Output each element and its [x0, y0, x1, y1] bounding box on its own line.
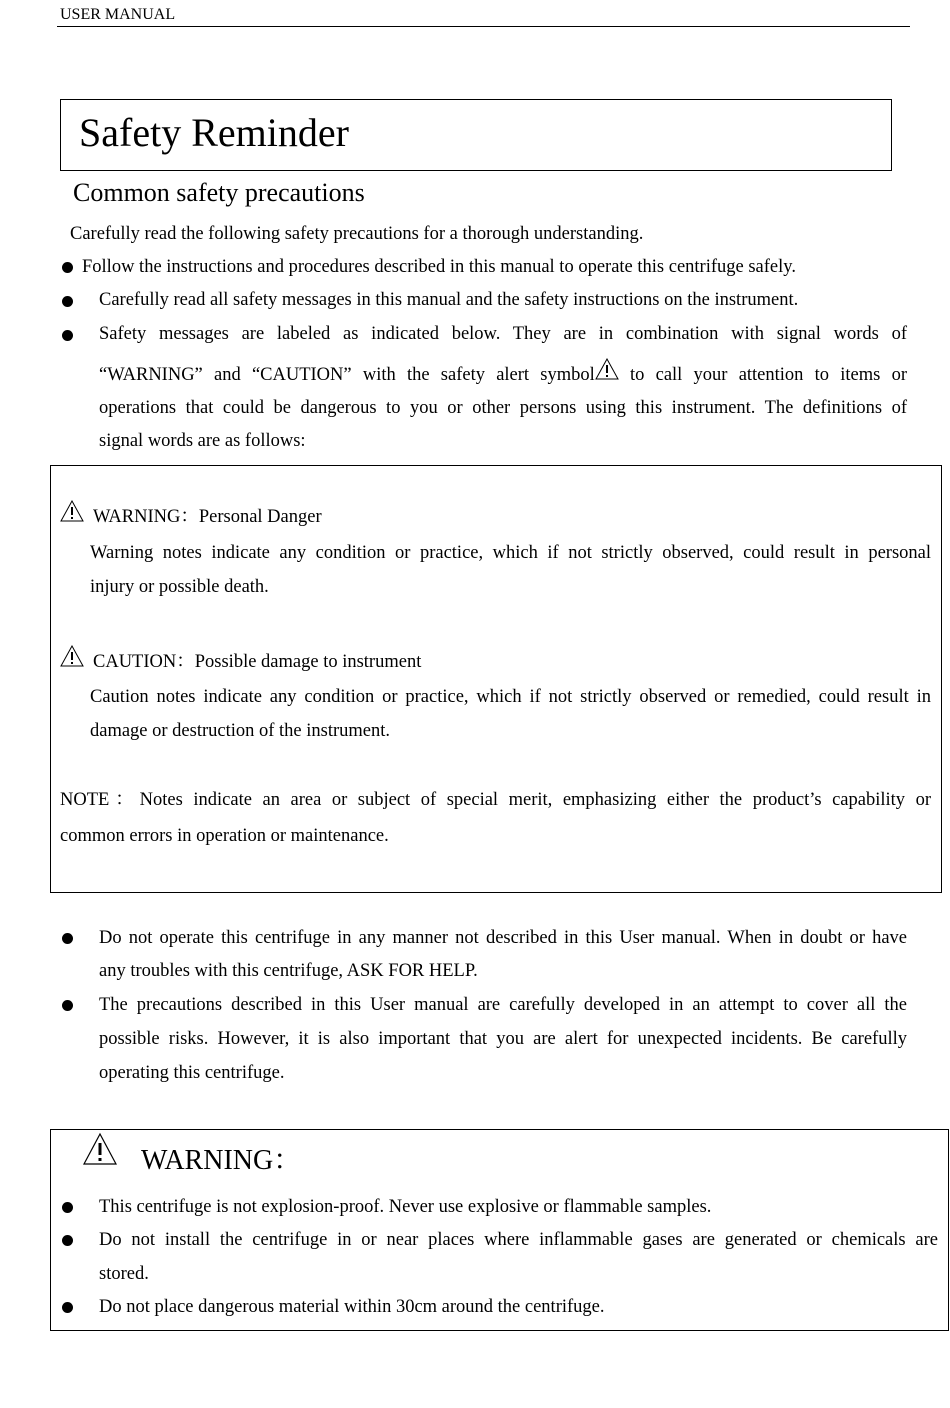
bullet-dot-icon: [62, 262, 73, 273]
bullet-text-line: operating this centrifuge.: [99, 1063, 285, 1083]
bullet-dot-icon: [62, 1202, 73, 1213]
warning-triangle-icon: [595, 358, 619, 380]
bullet-dot-icon: [62, 1000, 73, 1011]
bullet-text-line: The precautions described in this User manual are carefully developed in an attempt to cover all the: [99, 995, 907, 1015]
bullet-dot-icon: [62, 296, 73, 307]
running-header: USER MANUAL: [60, 6, 176, 23]
bullet-dot-icon: [62, 933, 73, 944]
bullet-text: Follow the instructions and procedures described in this manual to operate this centrifuge safely.: [82, 257, 796, 277]
warning-triangle-icon: [60, 500, 84, 522]
bullet-text-part: “WARNING” and “CAUTION” with the safety alert symbol: [99, 365, 595, 385]
bullet-dot-icon: [62, 330, 73, 341]
title-box: [60, 99, 892, 171]
intro-text: Carefully read the following safety precautions for a thorough understanding.: [70, 224, 644, 244]
warning-item: Do not place dangerous material within 30cm around the centrifuge.: [99, 1297, 605, 1317]
warning-box-title: WARNING：: [141, 1145, 302, 1176]
bullet-text-line: Do not operate this centrifuge in any manner not described in this User manual. When in doubt or have: [99, 928, 907, 948]
bullet-text-line: signal words are as follows:: [99, 431, 306, 451]
bullet-text-line: any troubles with this centrifuge, ASK FOR HELP.: [99, 961, 478, 981]
caution-definition-line: damage or destruction of the instrument.: [90, 721, 391, 741]
warning-definition-line: injury or possible death.: [90, 577, 269, 597]
bullet-text-part: to call your attention to items or: [618, 365, 907, 385]
warning-triangle-icon: [60, 645, 84, 667]
bullet-text: Carefully read all safety messages in this manual and the safety instructions on the instrument.: [99, 290, 799, 310]
bullet-text-line: operations that could be dangerous to you or other persons using this instrument. The definitions of: [99, 398, 907, 418]
warning-definition-line: Warning notes indicate any condition or practice, which if not strictly observed, could result in personal: [90, 543, 931, 563]
caution-heading: CAUTION：Possible damage to instrument: [93, 652, 422, 672]
warning-triangle-icon: [82, 1132, 118, 1166]
bullet-dot-icon: [62, 1235, 73, 1246]
warning-item: This centrifuge is not explosion-proof. Never use explosive or flammable samples.: [99, 1197, 712, 1217]
warning-heading: WARNING：Personal Danger: [93, 507, 322, 527]
bullet-dot-icon: [62, 1302, 73, 1313]
page-title: Safety Reminder: [79, 110, 349, 155]
warning-item-line: Do not install the centrifuge in or near places where inflammable gases are generated or chemicals are: [99, 1230, 938, 1250]
header-rule: [57, 26, 910, 27]
warning-item-line: stored.: [99, 1264, 149, 1284]
bullet-text-line: possible risks. However, it is also important that you are alert for unexpected incidents. Be carefully: [99, 1029, 907, 1049]
caution-definition-line: Caution notes indicate any condition or practice, which if not strictly observed or remedied, could result in: [90, 687, 931, 707]
note-line: NOTE：Notes indicate an area or subject of special merit, emphasizing either the product’s capability or: [60, 790, 931, 810]
note-line: common errors in operation or maintenance.: [60, 826, 389, 846]
bullet-text-line: Safety messages are labeled as indicated below. They are in combination with signal words of: [99, 324, 907, 344]
bullet-text-line: [99, 358, 907, 393]
section-title: Common safety precautions: [73, 178, 365, 207]
